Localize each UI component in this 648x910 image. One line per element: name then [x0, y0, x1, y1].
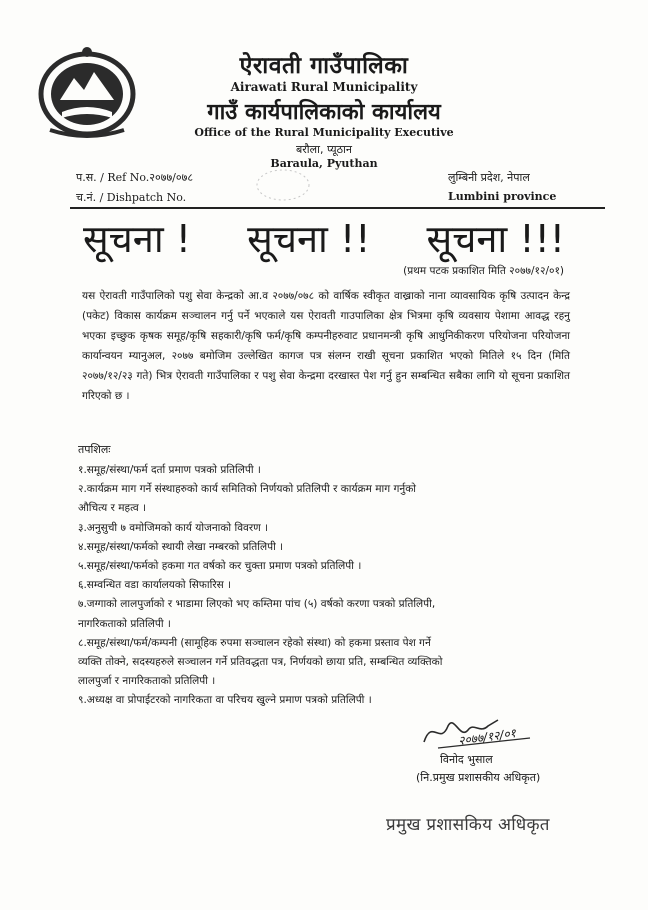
notice-heading-2: सूचना !!	[247, 217, 371, 261]
header-divider	[70, 207, 605, 209]
signatory-name: विनोद भुसाल	[440, 753, 493, 766]
place-english: Baraula, Pyuthan	[270, 157, 378, 170]
list-item: ३.अनुसुची ७ वमोजिमको कार्य योजनाको विवरण ।	[78, 521, 269, 534]
list-item: लालपुर्जा र नागरिकताको प्रतिलिपी ।	[78, 675, 216, 688]
publication-date: (प्रथम पटक प्रकाशित मिति २०७७/१२/०१)	[403, 265, 564, 277]
reference-number: प.स. / Ref No.२०७७/०७८	[76, 171, 194, 184]
handwritten-signature	[418, 712, 548, 752]
municipality-name-nepali: ऐरावती गाउँपालिका	[239, 53, 409, 79]
notice-heading-3: सूचना !!!	[426, 217, 566, 261]
list-item: ६.सम्वन्धित वडा कार्यालयको सिफारिस ।	[78, 579, 232, 592]
notice-heading-1: सूचना !	[82, 217, 192, 261]
list-item: २.कार्यक्रम माग गर्ने संस्थाहरुको कार्य समितिको निर्णयको प्रतिलिपी र कार्यक्रम माग गर्नुको	[78, 483, 417, 496]
notice-body: यस ऐरावती गाउँपालिको पशु सेवा केन्द्रको आ.व २०७७/०७८ को वार्षिक स्वीकृत वाख्राको नाना व्यावसायिक कृषि उत्पादन केन्द्र (पकेट) विकास कार्यक्रम सञ्चालन गर्नु पर्ने भएकाले यस ऐरावती गाउपालिका क्षेत्र भित्रमा कृषि व्यवसाय पेशामा आवद्ध रहनु भएका इच्छुक कृषक समूह/कृषि सहकारी/कृषि फर्म/कृषि कम्पनीहरुवाट प्रधानमन्त्री कृषि आधुनिकीकरण परियोजना परियोजना कार्यान्वयन म्यानुअल, २०७७ बमोजिम उल्लेखित कागज पत्र संलग्न राखी सूचना प्रकाशित भएको मितिले १५ दिन (मिति २०७७/१२/२३ गते) भित्र ऐरावती गाउँपालिका र पशु सेवा केन्द्रमा दरखास्त पेश गर्नु हुन सम्बन्धित सबैका लागि यो सूचना प्रकाशित गरिएको छ ।	[82, 290, 570, 402]
list-item: नागरिकताको प्रतिलिपी ।	[78, 617, 171, 630]
list-item: व्यक्ति तोक्ने, सदस्यहरुले सञ्चालन गर्ने प्रतिवद्धता पत्र, निर्णयको छाया प्रति, सम्बन्धित व्यक्तिको	[78, 656, 443, 669]
province-english: Lumbini province	[448, 190, 557, 203]
list-item: ९.अध्यक्ष वा प्रोपाईटरको नागरिकता वा परिचय खुल्ने प्रमाण पत्रको प्रतिलिपी ।	[78, 694, 372, 707]
signatory-title: (नि.प्रमुख प्रशासकीय अधिकृत)	[416, 771, 541, 784]
list-item: ४.समूह/संस्था/फर्मको स्थायी लेखा नम्बरको प्रतिलिपी ।	[78, 540, 284, 553]
office-name-english: Office of the Rural Municipality Executive	[194, 126, 454, 139]
list-item: औचित्य र महत्व ।	[78, 502, 147, 515]
attachments-title: तपशिलः	[78, 443, 111, 456]
municipality-name-english: Airawati Rural Municipality	[230, 80, 418, 94]
province-nepali: लुम्बिनी प्रदेश, नेपाल	[448, 171, 530, 184]
faint-seal-impression	[255, 168, 311, 202]
place-nepali: बरौला, प्यूठान	[296, 143, 352, 156]
attachments-list	[78, 461, 578, 711]
office-name-nepali: गाउँ कार्यपालिकाको कार्यालय	[207, 100, 441, 125]
list-item: ७.जग्गाको लालपुर्जाको र भाडामा लिएको भए कम्तिमा पांच (५) वर्षको करणा पत्रको प्रतिलिपी,	[78, 598, 436, 611]
list-item: ५.समूह/संस्था/फर्मको हकमा गत वर्षको कर चुक्ता प्रमाण पत्रको प्रतिलिपी ।	[78, 560, 362, 573]
list-item: १.समूह/संस्था/फर्म दर्ता प्रमाण पत्रको प्रतिलिपी ।	[78, 464, 261, 476]
signature-date: २०७७/१२/०१	[457, 726, 517, 748]
dispatch-number: च.नं. / Dishpatch No.	[76, 191, 187, 204]
designation-stamp: प्रमुख प्रशासकिय अधिकृत	[386, 815, 550, 835]
list-item: ८.समूह/संस्था/फर्म/कम्पनी (सामूहिक रुपमा सञ्चालन रहेको संस्था) को हकमा प्रस्ताव पेश गर्ने	[78, 636, 431, 649]
notice-heading	[0, 212, 648, 264]
